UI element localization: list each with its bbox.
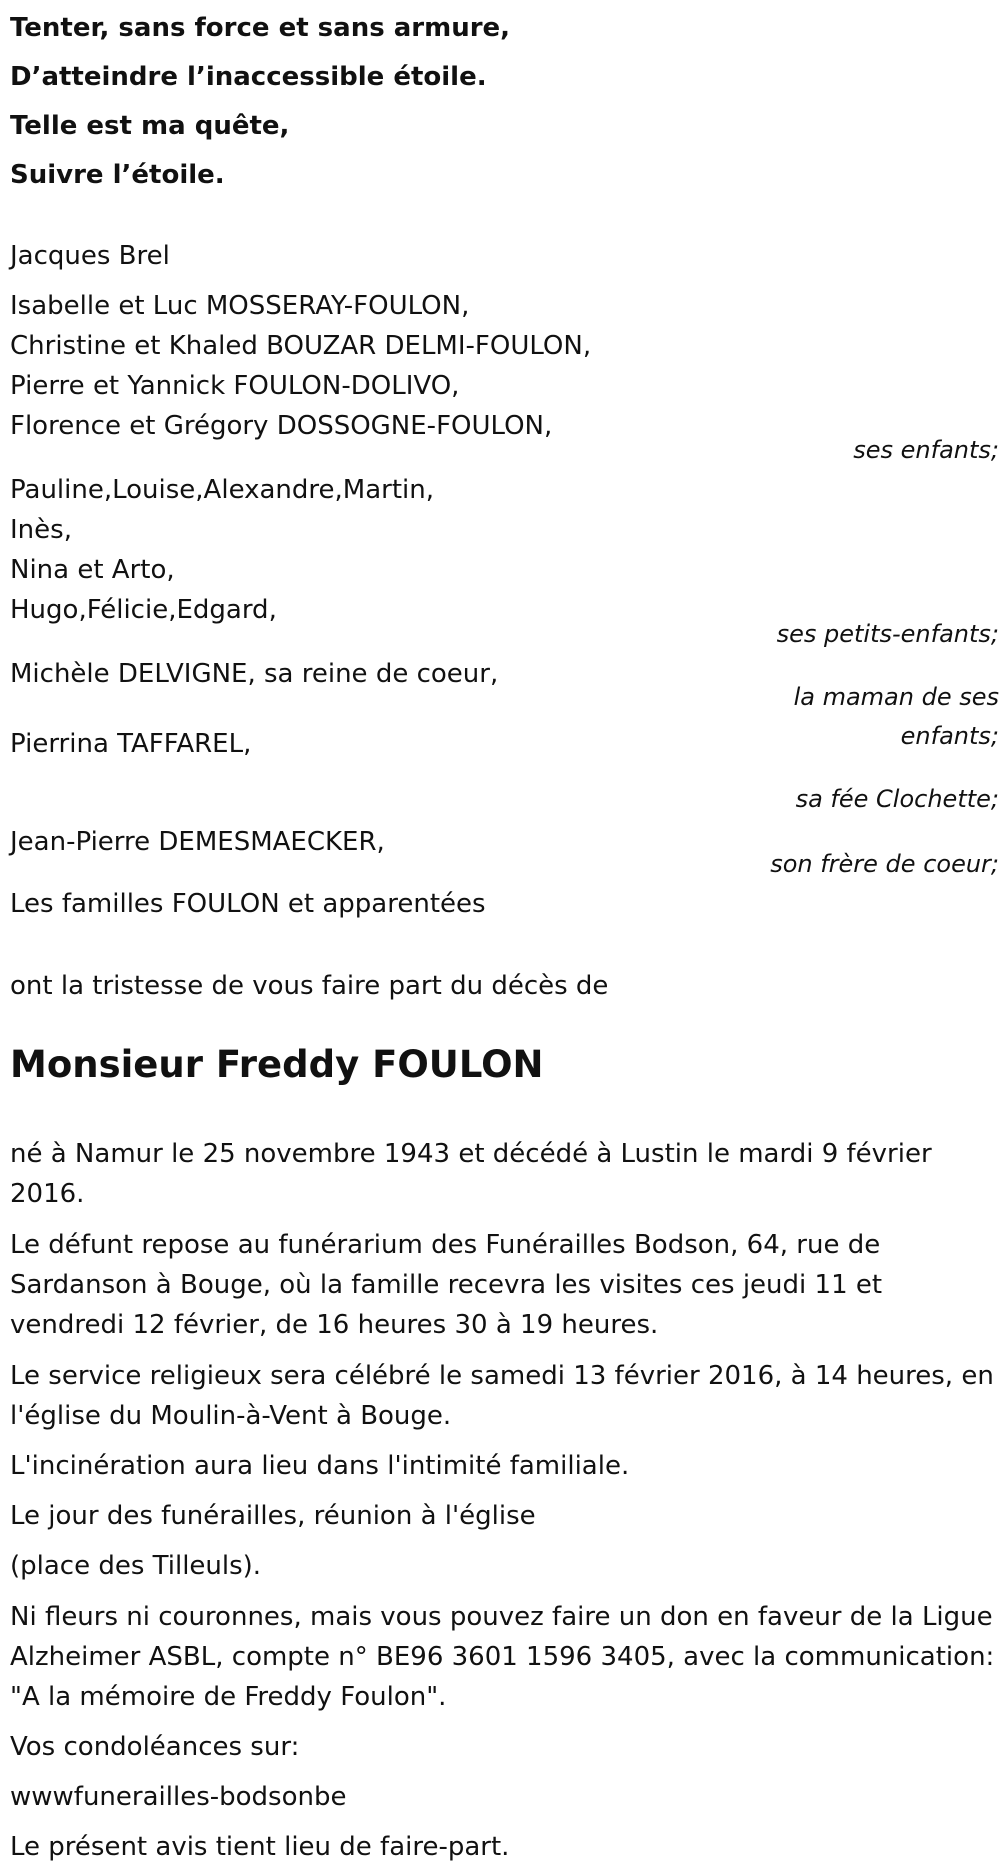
- friend-name: Pierrina TAFFAREL,: [10, 729, 252, 759]
- announcement-text: ont la tristesse de vous faire part du décès de: [10, 971, 609, 1001]
- birth-death-paragraph: né à Namur le 25 novembre 1943 et décédé à Lustin le mardi 9 février 2016.: [10, 1139, 932, 1209]
- donation-paragraph: Ni fleurs ni couronnes, mais vous pouvez faire un don en faveur de la Ligue Alzheimer ASBL, compte n° BE96 3601 1596 3405, avec la communication: "A la mémoire de Freddy Foulon".: [10, 1602, 995, 1712]
- poem-line: Telle est ma quête,: [10, 111, 290, 141]
- closing-note: Le présent avis tient lieu de faire-part.: [10, 1832, 510, 1862]
- poem-line: Tenter, sans force et sans armure,: [10, 13, 511, 43]
- grandchildren-relation: ses petits-enfants;: [776, 620, 999, 648]
- condolences-label: Vos condoléances sur:: [10, 1732, 300, 1762]
- condolences-website: wwwfunerailles-bodsonbe: [10, 1782, 347, 1812]
- incineration-paragraph: L'incinération aura lieu dans l'intimité familiale.: [10, 1451, 630, 1481]
- child-name: Pierre et Yannick FOULON-DOLIVO,: [10, 371, 460, 401]
- child-name: Florence et Grégory DOSSOGNE-FOULON,: [10, 411, 553, 441]
- friend-name: Jean-Pierre DEMESMAECKER,: [10, 827, 385, 857]
- deceased-name: Monsieur Freddy FOULON: [10, 1043, 544, 1086]
- service-paragraph: Le service religieux sera célébré le samedi 13 février 2016, à 14 heures, en l'église du Moulin-à-Vent à Bouge.: [10, 1361, 994, 1431]
- children-relation: ses enfants;: [853, 436, 999, 464]
- friend-relation: son frère de coeur;: [770, 850, 999, 878]
- meeting-place-paragraph: (place des Tilleuls).: [10, 1551, 262, 1581]
- families-line: Les familles FOULON et apparentées: [10, 889, 486, 919]
- poem-quote: [10, 4, 510, 200]
- poem-line: Suivre l’étoile.: [10, 160, 225, 190]
- grandchild-name: Pauline,Louise,Alexandre,Martin,: [10, 475, 434, 505]
- grandchild-name: Hugo,Félicie,Edgard,: [10, 595, 277, 625]
- grandchild-name: Nina et Arto,: [10, 555, 175, 585]
- funerarium-paragraph: Le défunt repose au funérarium des Funérailles Bodson, 64, rue de Sardanson à Bouge, où la famille recevra les visites ces jeudi 11 et vendredi 12 février, de 16 heures 30 à 19 heures.: [10, 1230, 883, 1340]
- poem-line: D’atteindre l’inaccessible étoile.: [10, 62, 487, 92]
- poem-author: Jacques Brel: [10, 241, 170, 271]
- grandchild-name: Inès,: [10, 515, 72, 545]
- partner-relation: enfants;: [900, 722, 999, 750]
- child-name: Isabelle et Luc MOSSERAY-FOULON,: [10, 291, 470, 321]
- friend-relation: sa fée Clochette;: [795, 785, 999, 813]
- partner-relation: la maman de ses: [793, 683, 999, 711]
- partner-name: Michèle DELVIGNE, sa reine de coeur,: [10, 659, 499, 689]
- meeting-paragraph: Le jour des funérailles, réunion à l'église: [10, 1501, 536, 1531]
- child-name: Christine et Khaled BOUZAR DELMI-FOULON,: [10, 331, 592, 361]
